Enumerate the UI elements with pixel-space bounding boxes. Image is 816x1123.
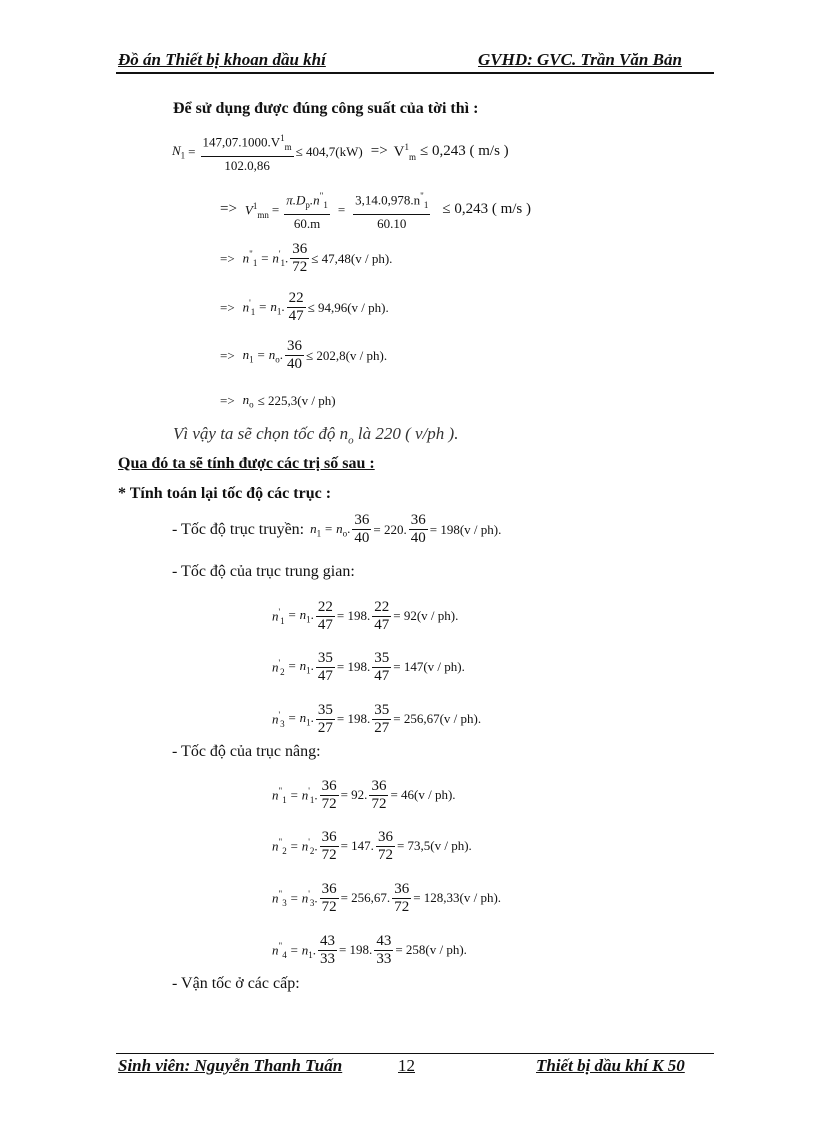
eq6-lhs: $n_o$ <box>242 392 254 410</box>
mid-shaft-row-1: $n'_1$ = $n_1$. $\frac{22}{47}$ = 198. $\frac{22}{47}$ = 92(v / ph). <box>272 598 459 633</box>
mid-shaft-row-3: $n'_3$ = $n_1$. $\frac{35}{27}$ = 198. $\frac{35}{27}$ = 256,67(v / ph). <box>272 701 482 736</box>
eq1-result-tail: ≤ 0,243 ( m/s ) <box>420 143 509 160</box>
eq2-fraction-2: $\frac{3,14.0,978.n^"_1}{60.10}$ <box>353 188 430 232</box>
item1-fraction-2: $\frac{36}{40}$ <box>410 512 426 546</box>
eq1-lhs: $N_1$ <box>172 143 186 161</box>
eq3-fraction: $\frac{36}{72}$ <box>292 241 308 275</box>
eq5-lhs: $n_1$ <box>242 346 254 365</box>
footer-right: Thiết bị dầu khí K 50 <box>536 1056 685 1075</box>
equation-no <box>220 392 336 410</box>
eq3-arrow: => <box>220 250 235 266</box>
eq1-result: $V^1_m$ <box>393 141 417 162</box>
eq5-mid: = $n_o$. <box>256 346 283 365</box>
item4-label: - Vận tốc ở các cấp: <box>172 975 300 992</box>
eq4-mid: = $n_1$. <box>258 298 285 317</box>
section-title: Qua đó ta sẽ tính được các trị số sau : <box>118 455 375 472</box>
eq2-fraction-1: $\frac{\pi.D_p.n^"_1}{60.m}$ <box>284 188 330 232</box>
equation-n1 <box>220 338 387 373</box>
item1-mid: = $n_o$. <box>324 520 351 539</box>
lift-shaft-row-2: $n^"_2$ = $n'_2$. $\frac{36}{72}$ = 147. $\frac{36}{72}$ = 73,5(v / ph). <box>272 828 472 863</box>
item2-label: - Tốc độ của trục trung gian: <box>172 563 355 580</box>
header-left: Đồ án Thiết bị khoan dầu khí <box>118 50 326 69</box>
item3-label: - Tốc độ của trục nâng: <box>172 743 321 760</box>
eq3-tail: ≤ 47,48(v / ph). <box>311 250 393 266</box>
intro-heading: Để sử dụng được đúng công suất của tời thì : <box>173 100 479 117</box>
equation-power: $N_1$ = $\frac{147,07.1000.V^1_m}{102.0,86}$ ≤ 404,7(kW) => $V^1_m$ ≤ 0,243 ( m/s ) <box>172 130 509 174</box>
mid-shaft-row-2: $n'_2$ = $n_1$. $\frac{35}{47}$ = 198. $\frac{35}{47}$ = 147(v / ph). <box>272 649 465 684</box>
eq6-arrow: => <box>220 392 235 408</box>
item1-lhs: $n_1$ <box>310 520 322 539</box>
footer-rule <box>116 1053 714 1054</box>
eq2-arrow: => <box>220 201 237 218</box>
lift-shaft-row-3: $n^"_3$ = $n'_3$. $\frac{36}{72}$ = 256,67. $\frac{36}{72}$ = 128,33(v / ph). <box>272 880 502 915</box>
lift-shaft-row-1: $n^"_1$ = $n'_1$. $\frac{36}{72}$ = 92. $\frac{36}{72}$ = 46(v / ph). <box>272 777 456 812</box>
item1-tail: = 198(v / ph). <box>429 521 502 537</box>
mid-shaft-rows <box>272 591 481 745</box>
conclusion-text: Vì vậy ta sẽ chọn tốc độ $n_o$ là 220 ( v/ph ). <box>173 424 459 447</box>
equation-velocity: => $V^1_{mn}$ = $\frac{\pi.D_p.n^"_1}{60.m}$ = $\frac{3,14.0,978.n^"_1}{60.10}$ ≤ 0,243 ( m/s ) <box>220 188 531 232</box>
header-rule <box>116 72 714 74</box>
eq4-fraction: $\frac{22}{47}$ <box>288 290 304 324</box>
subsection-title: * Tính toán lại tốc độ các trục : <box>118 485 332 502</box>
eq1-fraction: $\frac{147,07.1000.V^1_m}{102.0,86}$ <box>201 130 294 174</box>
eq5-fraction: $\frac{36}{40}$ <box>286 338 302 372</box>
footer-left: Sinh viên: Nguyễn Thanh Tuấn <box>118 1056 343 1075</box>
lift-shaft-rows <box>272 770 501 976</box>
eq1-arrow: => <box>370 143 388 160</box>
eq2-lhs: $V^1_{mn}$ <box>244 200 269 220</box>
eq4-arrow: => <box>220 299 235 315</box>
eq3-lhs: $n^"_1$ <box>242 249 258 268</box>
page-number: 12 <box>398 1056 415 1075</box>
equation-n1-single <box>220 290 389 325</box>
item1-fraction-1: $\frac{36}{40}$ <box>354 512 370 546</box>
item1-label: - Tốc độ trục truyền: <box>172 520 305 538</box>
eq3-mid: = $n'_1$. <box>260 249 289 268</box>
item1-mid2: = 220. <box>373 521 407 537</box>
eq2-tail: ≤ 0,243 ( m/s ) <box>442 201 532 218</box>
eq4-tail: ≤ 94,96(v / ph). <box>307 299 389 315</box>
equation-n1-double <box>220 241 392 276</box>
eq6-tail: ≤ 225,3(v / ph) <box>257 392 336 408</box>
eq5-arrow: => <box>220 347 235 363</box>
header-right: GVHD: GVC. Trần Văn Bản <box>478 50 682 69</box>
eq1-tail: ≤ 404,7(kW) <box>295 143 363 159</box>
item-transmission-shaft <box>172 512 501 547</box>
eq5-tail: ≤ 202,8(v / ph). <box>305 347 388 363</box>
lift-shaft-row-4: $n^"_4$ = $n_1$. $\frac{43}{33}$ = 198. $\frac{43}{33}$ = 258(v / ph). <box>272 932 467 967</box>
eq4-lhs: $n'_1$ <box>242 298 256 317</box>
